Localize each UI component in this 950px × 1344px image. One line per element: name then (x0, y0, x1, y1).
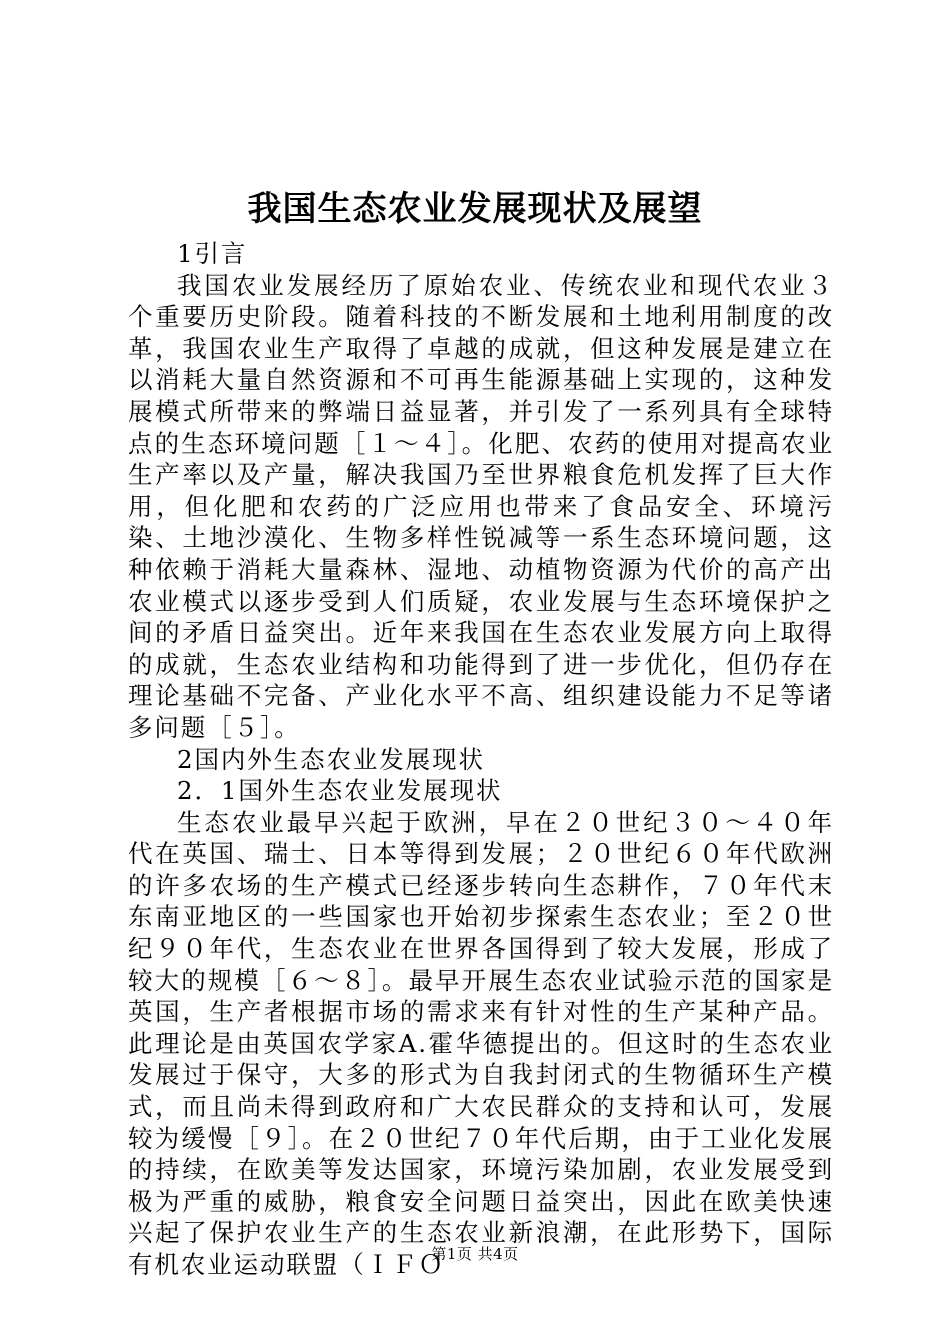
section-heading-status: 2国内外生态农业发展现状 (177, 744, 485, 774)
document-body (128, 238, 834, 1281)
subsection-heading-foreign-status: 2．1国外生态农业发展现状 (177, 776, 503, 806)
document-title: 我国生态农业发展现状及展望 (247, 189, 703, 229)
body-paragraph: 生态农业最早兴起于欧洲，早在２０世纪３０～４０年代在英国、瑞士、日本等得到发展；２０世纪６０年代欧洲的许多农场的生产模式已经逐步转向生态耕作，７０年代末东南亚地区的一些国家也开始初步探索生态农业；至２０世纪９０年代，生态农业在世界各国得到了较大发展，形成了较大的规模［６～８］。最早开展生态农业试验示范的国家是英国，生产者根据市场的需求来有针对性的生产某种产品。此理论是由英国农学家A.霍华德提出的。但这时的生态农业发展过于保守，大多的形式为自我封闭式的生物循环生产模式，而且尚未得到政府和广大农民群众的支持和认可，发展较为缓慢［９］。在２０世纪７０年代后期，由于工业化发展的持续，在欧美等发达国家，环境污染加剧，农业发展受到极为严重的威胁，粮食安全问题日益突出，因此在欧美快速兴起了保护农业生产的生态农业新浪潮，在此形势下，国际有机农业运动联盟（ＩＦＯ (128, 807, 834, 1279)
page-number-footer: 第1页 共4页 (431, 1245, 519, 1263)
section-heading-introduction: 1引言 (177, 239, 248, 268)
body-paragraph: 我国农业发展经历了原始农业、传统农业和现代农业３个重要历史阶段。随着科技的不断发展和土地利用制度的改革，我国农业生产取得了卓越的成就，但这种发展是建立在以消耗大量自然资源和不可再生能源基础上实现的，这种发展模式所带来的弊端日益显著，并引发了一系列具有全球特点的生态环境问题［１～４］。化肥、农药的使用对提高农业生产率以及产量，解决我国乃至世界粮食危机发挥了巨大作用，但化肥和农药的广泛应用也带来了食品安全、环境污染、土地沙漠化、生物多样性锐减等一系生态环境问题，这种依赖于消耗大量森林、湿地、动植物资源为代价的高产出农业模式以逐步受到人们质疑，农业发展与生态环境保护之间的矛盾日益突出。近年来我国在生态农业发展方向上取得的成就，生态农业结构和功能得到了进一步优化，但仍存在理论基础不完备、产业化水平不高、组织建设能力不足等诸多问题［５］。 (128, 270, 834, 742)
